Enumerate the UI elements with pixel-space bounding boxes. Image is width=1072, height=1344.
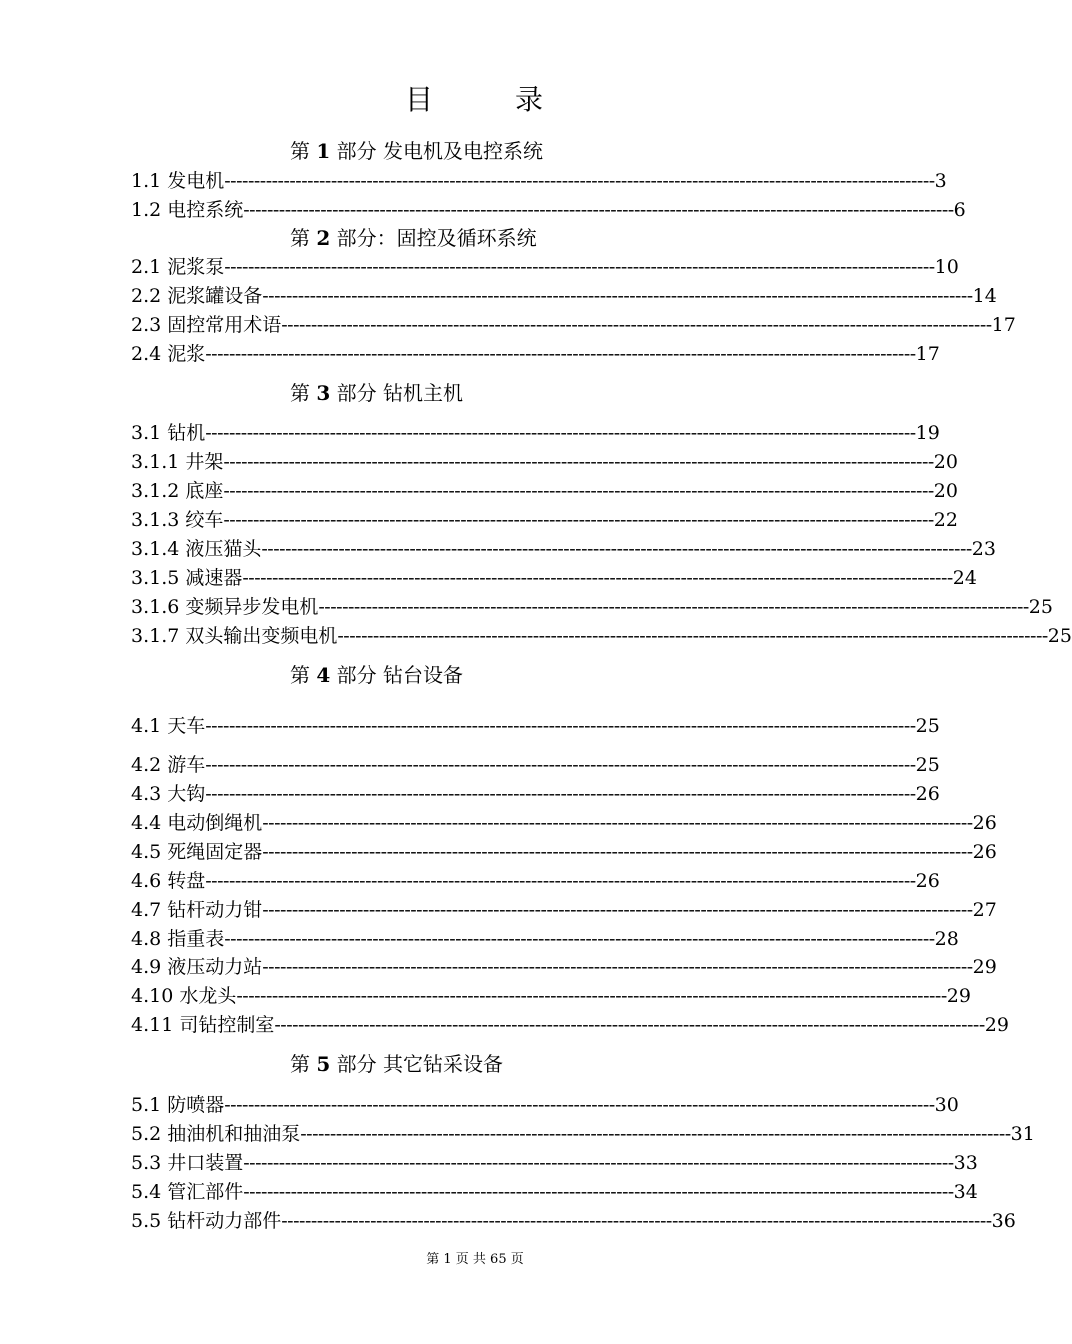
entry-page-number: 19 [915,422,940,444]
dot-leader: ------------------------------------------------------------------------------------------------------------------------ [224,928,935,950]
toc-entry-3-1-7[interactable] [131,624,1072,648]
toc-entry-4-6[interactable] [131,869,940,893]
dot-leader: ------------------------------------------------------------------------------------------------------------------------ [205,783,916,805]
part-heading-4: 第 4 部分 钻台设备 [290,663,463,687]
entry-page-number: 25 [915,754,940,776]
toc-entry-3-1-6[interactable] [131,595,1053,619]
entry-label: 3.1.4 液压猫头 [131,538,262,560]
entry-page-number: 26 [915,870,940,892]
entry-label: 2.4 泥浆 [131,343,206,365]
dot-leader: ------------------------------------------------------------------------------------------------------------------------ [300,1123,1011,1145]
entry-page-number: 14 [972,285,997,307]
dot-leader: ------------------------------------------------------------------------------------------------------------------------ [205,715,916,737]
dot-leader: ------------------------------------------------------------------------------------------------------------------------ [223,480,934,502]
dot-leader: ------------------------------------------------------------------------------------------------------------------------ [274,1014,985,1036]
entry-page-number: 3 [934,170,947,192]
entry-page-number: 28 [934,928,959,950]
toc-entry-1-1[interactable] [131,169,947,193]
dot-leader: ------------------------------------------------------------------------------------------------------------------------ [243,199,954,221]
dot-leader: ------------------------------------------------------------------------------------------------------------------------ [205,422,916,444]
entry-label: 3.1.6 变频异步发电机 [131,596,319,618]
entry-page-number: 17 [915,343,940,365]
entry-label: 3.1.3 绞车 [131,509,224,531]
dot-leader: ------------------------------------------------------------------------------------------------------------------------ [262,841,973,863]
entry-label: 4.11 司钻控制室 [131,1014,275,1036]
toc-entry-4-11[interactable] [131,1013,1009,1037]
toc-entry-3-1-1[interactable] [131,450,958,474]
entry-label: 1.2 电控系统 [131,199,244,221]
dot-leader: ------------------------------------------------------------------------------------------------------------------------ [236,985,947,1007]
part-heading-1: 第 1 部分 发电机及电控系统 [290,139,543,163]
entry-label: 4.8 指重表 [131,928,225,950]
entry-label: 2.3 固控常用术语 [131,314,282,336]
dot-leader: ------------------------------------------------------------------------------------------------------------------------ [205,870,916,892]
dot-leader: ------------------------------------------------------------------------------------------------------------------------ [262,285,973,307]
entry-page-number: 34 [953,1181,978,1203]
entry-page-number: 24 [952,567,977,589]
entry-page-number: 25 [1047,625,1072,647]
entry-label: 3.1.7 双头输出变频电机 [131,625,338,647]
entry-label: 5.1 防喷器 [131,1094,225,1116]
entry-page-number: 17 [991,314,1016,336]
entry-page-number: 36 [991,1210,1016,1232]
entry-label: 4.2 游车 [131,754,206,776]
entry-page-number: 29 [972,956,997,978]
entry-page-number: 25 [1028,596,1053,618]
entry-page-number: 31 [1010,1123,1035,1145]
dot-leader: ------------------------------------------------------------------------------------------------------------------------ [224,170,935,192]
toc-entry-2-4[interactable] [131,342,940,366]
toc-entry-5-4[interactable] [131,1180,978,1204]
toc-entry-4-4[interactable] [131,811,997,835]
dot-leader: ------------------------------------------------------------------------------------------------------------------------ [337,625,1048,647]
toc-entry-1-2[interactable] [131,198,966,222]
dot-leader: ------------------------------------------------------------------------------------------------------------------------ [205,754,916,776]
part-heading-3: 第 3 部分 钻机主机 [290,381,463,405]
entry-label: 5.4 管汇部件 [131,1181,244,1203]
entry-label: 4.1 天车 [131,715,206,737]
toc-entry-4-10[interactable] [131,984,971,1008]
dot-leader: ------------------------------------------------------------------------------------------------------------------------ [262,956,973,978]
entry-page-number: 20 [933,480,958,502]
toc-entry-3-1[interactable] [131,421,940,445]
entry-page-number: 23 [971,538,996,560]
dot-leader: ------------------------------------------------------------------------------------------------------------------------ [262,812,973,834]
entry-label: 3.1.1 井架 [131,451,224,473]
entry-page-number: 22 [933,509,958,531]
entry-label: 5.2 抽油机和抽油泵 [131,1123,301,1145]
entry-label: 4.6 转盘 [131,870,206,892]
dot-leader: ------------------------------------------------------------------------------------------------------------------------ [224,1094,935,1116]
part-heading-2: 第 2 部分：固控及循环系统 [290,226,537,250]
toc-entry-3-1-5[interactable] [131,566,977,590]
title-char-2: 录 [515,83,546,116]
dot-leader: ------------------------------------------------------------------------------------------------------------------------ [281,1210,992,1232]
entry-page-number: 29 [984,1014,1009,1036]
title-char-1: 目 [404,83,435,116]
dot-leader: ------------------------------------------------------------------------------------------------------------------------ [318,596,1029,618]
toc-entry-3-1-2[interactable] [131,479,958,503]
entry-page-number: 26 [972,841,997,863]
dot-leader: ------------------------------------------------------------------------------------------------------------------------ [223,509,934,531]
entry-label: 5.5 钻杆动力部件 [131,1210,282,1232]
toc-entry-2-3[interactable] [131,313,1016,337]
entry-label: 1.1 发电机 [131,170,225,192]
toc-entry-4-1[interactable] [131,714,940,738]
dot-leader: ------------------------------------------------------------------------------------------------------------------------ [224,256,935,278]
entry-label: 2.2 泥浆罐设备 [131,285,263,307]
dot-leader: ------------------------------------------------------------------------------------------------------------------------ [205,343,916,365]
entry-page-number: 29 [946,985,971,1007]
toc-entry-4-5[interactable] [131,840,997,864]
dot-leader: ------------------------------------------------------------------------------------------------------------------------ [262,899,973,921]
entry-label: 2.1 泥浆泵 [131,256,225,278]
toc-entry-4-9[interactable] [131,955,997,979]
entry-page-number: 20 [933,451,958,473]
toc-entry-5-1[interactable] [131,1093,959,1117]
entry-label: 4.10 水龙头 [131,985,237,1007]
entry-label: 3.1 钻机 [131,422,206,444]
dot-leader: ------------------------------------------------------------------------------------------------------------------------ [243,1152,954,1174]
entry-page-number: 26 [972,812,997,834]
page-footer: 第 1 页 共 65 页 [426,1252,524,1267]
entry-label: 4.9 液压动力站 [131,956,263,978]
entry-label: 3.1.5 减速器 [131,567,243,589]
toc-entry-2-2[interactable] [131,284,997,308]
toc-entry-3-1-4[interactable] [131,537,996,561]
toc-entry-5-5[interactable] [131,1209,1016,1233]
toc-entry-4-8[interactable] [131,927,959,951]
entry-page-number: 25 [915,715,940,737]
entry-page-number: 6 [953,199,966,221]
toc-title [0,78,950,118]
toc-entry-5-2[interactable] [131,1122,1035,1146]
part-heading-5: 第 5 部分 其它钻采设备 [290,1052,503,1076]
dot-leader: ------------------------------------------------------------------------------------------------------------------------ [261,538,972,560]
entry-page-number: 26 [915,783,940,805]
entry-label: 4.4 电动倒绳机 [131,812,263,834]
entry-label: 3.1.2 底座 [131,480,224,502]
toc-entry-4-2[interactable] [131,753,940,777]
dot-leader: ------------------------------------------------------------------------------------------------------------------------ [242,567,953,589]
toc-entry-2-1[interactable] [131,255,959,279]
toc-entry-3-1-3[interactable] [131,508,958,532]
toc-entry-4-7[interactable] [131,898,997,922]
entry-label: 4.5 死绳固定器 [131,841,263,863]
toc-entry-5-3[interactable] [131,1151,978,1175]
entry-label: 5.3 井口装置 [131,1152,244,1174]
entry-page-number: 33 [953,1152,978,1174]
entry-page-number: 30 [934,1094,959,1116]
dot-leader: ------------------------------------------------------------------------------------------------------------------------ [243,1181,954,1203]
toc-entry-4-3[interactable] [131,782,940,806]
dot-leader: ------------------------------------------------------------------------------------------------------------------------ [223,451,934,473]
entry-page-number: 10 [934,256,959,278]
dot-leader: ------------------------------------------------------------------------------------------------------------------------ [281,314,992,336]
entry-label: 4.7 钻杆动力钳 [131,899,263,921]
entry-page-number: 27 [972,899,997,921]
entry-label: 4.3 大钩 [131,783,206,805]
